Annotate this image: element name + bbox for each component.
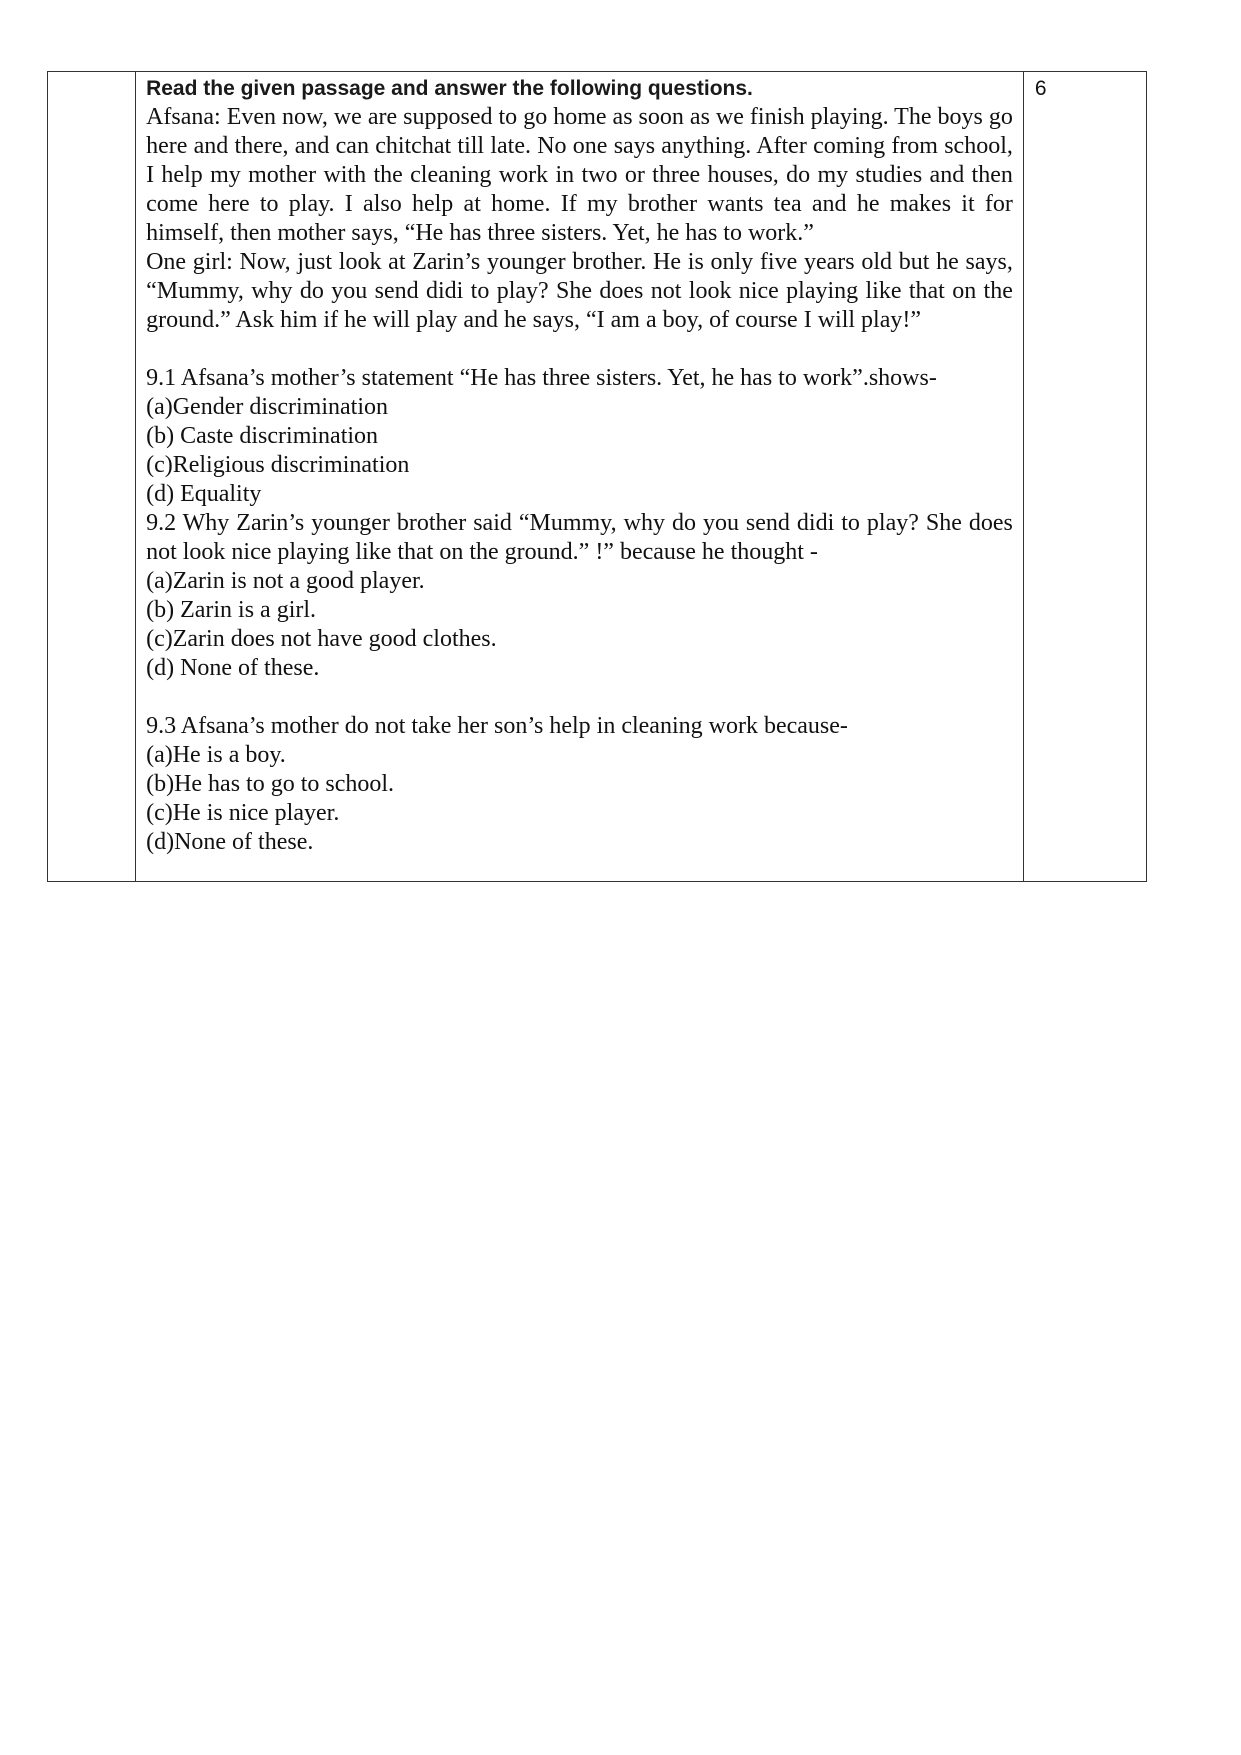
question-row (48, 72, 1147, 882)
marks-cell: 6 (1023, 72, 1146, 882)
question-9-2-option-d: (d) None of these. (146, 655, 320, 681)
question-body-cell (136, 72, 1024, 882)
question-number-cell (48, 72, 136, 882)
question-9-1-option-c: (c)Religious discrimination (146, 452, 410, 478)
question-heading: Read the given passage and answer the following questions. (146, 77, 753, 100)
question-9-1-option-b: (b) Caste discrimination (146, 423, 379, 449)
question-9-2-option-a: (a)Zarin is not a good player. (146, 568, 425, 594)
question-9-1-option-d: (d) Equality (146, 481, 262, 507)
question-9-1-stem: 9.1 Afsana’s mother’s statement “He has three sisters. Yet, he has to work”.shows- (146, 365, 937, 391)
question-9-2-stem: 9.2 Why Zarin’s younger brother said “Mummy, why do you send didi to play? She does not look nice playing like that on the ground.” !” because he thought - (146, 510, 1013, 565)
question-table (47, 71, 1147, 882)
question-9-3-option-d: (d)None of these. (146, 829, 314, 855)
question-9-2-option-c: (c)Zarin does not have good clothes. (146, 626, 497, 652)
question-9-3-option-a: (a)He is a boy. (146, 742, 286, 768)
question-9-2-option-b: (b) Zarin is a girl. (146, 597, 317, 623)
question-9-1-option-a: (a)Gender discrimination (146, 394, 388, 420)
passage-paragraph-girl: One girl: Now, just look at Zarin’s younger brother. He is only five years old but he says, “Mummy, why do you send didi to play? She does not look nice playing like that on the ground.” Ask him if he will play and he says, “I am a boy, of course I will play!” (146, 249, 1013, 333)
question-9-3-option-c: (c)He is nice player. (146, 800, 340, 826)
question-9-3-option-b: (b)He has to go to school. (146, 771, 395, 797)
question-9-3-stem: 9.3 Afsana’s mother do not take her son’s help in cleaning work because- (146, 713, 848, 739)
passage-paragraph-afsana: Afsana: Even now, we are supposed to go home as soon as we finish playing. The boys go here and there, and can chitchat till late. No one says anything. After coming from school, I help my mother with the cleaning work in two or three houses, do my studies and then come here to play. I also help at home. If my brother wants tea and he makes it for himself, then mother says, “He has three sisters. Yet, he has to work.” (146, 104, 1013, 246)
